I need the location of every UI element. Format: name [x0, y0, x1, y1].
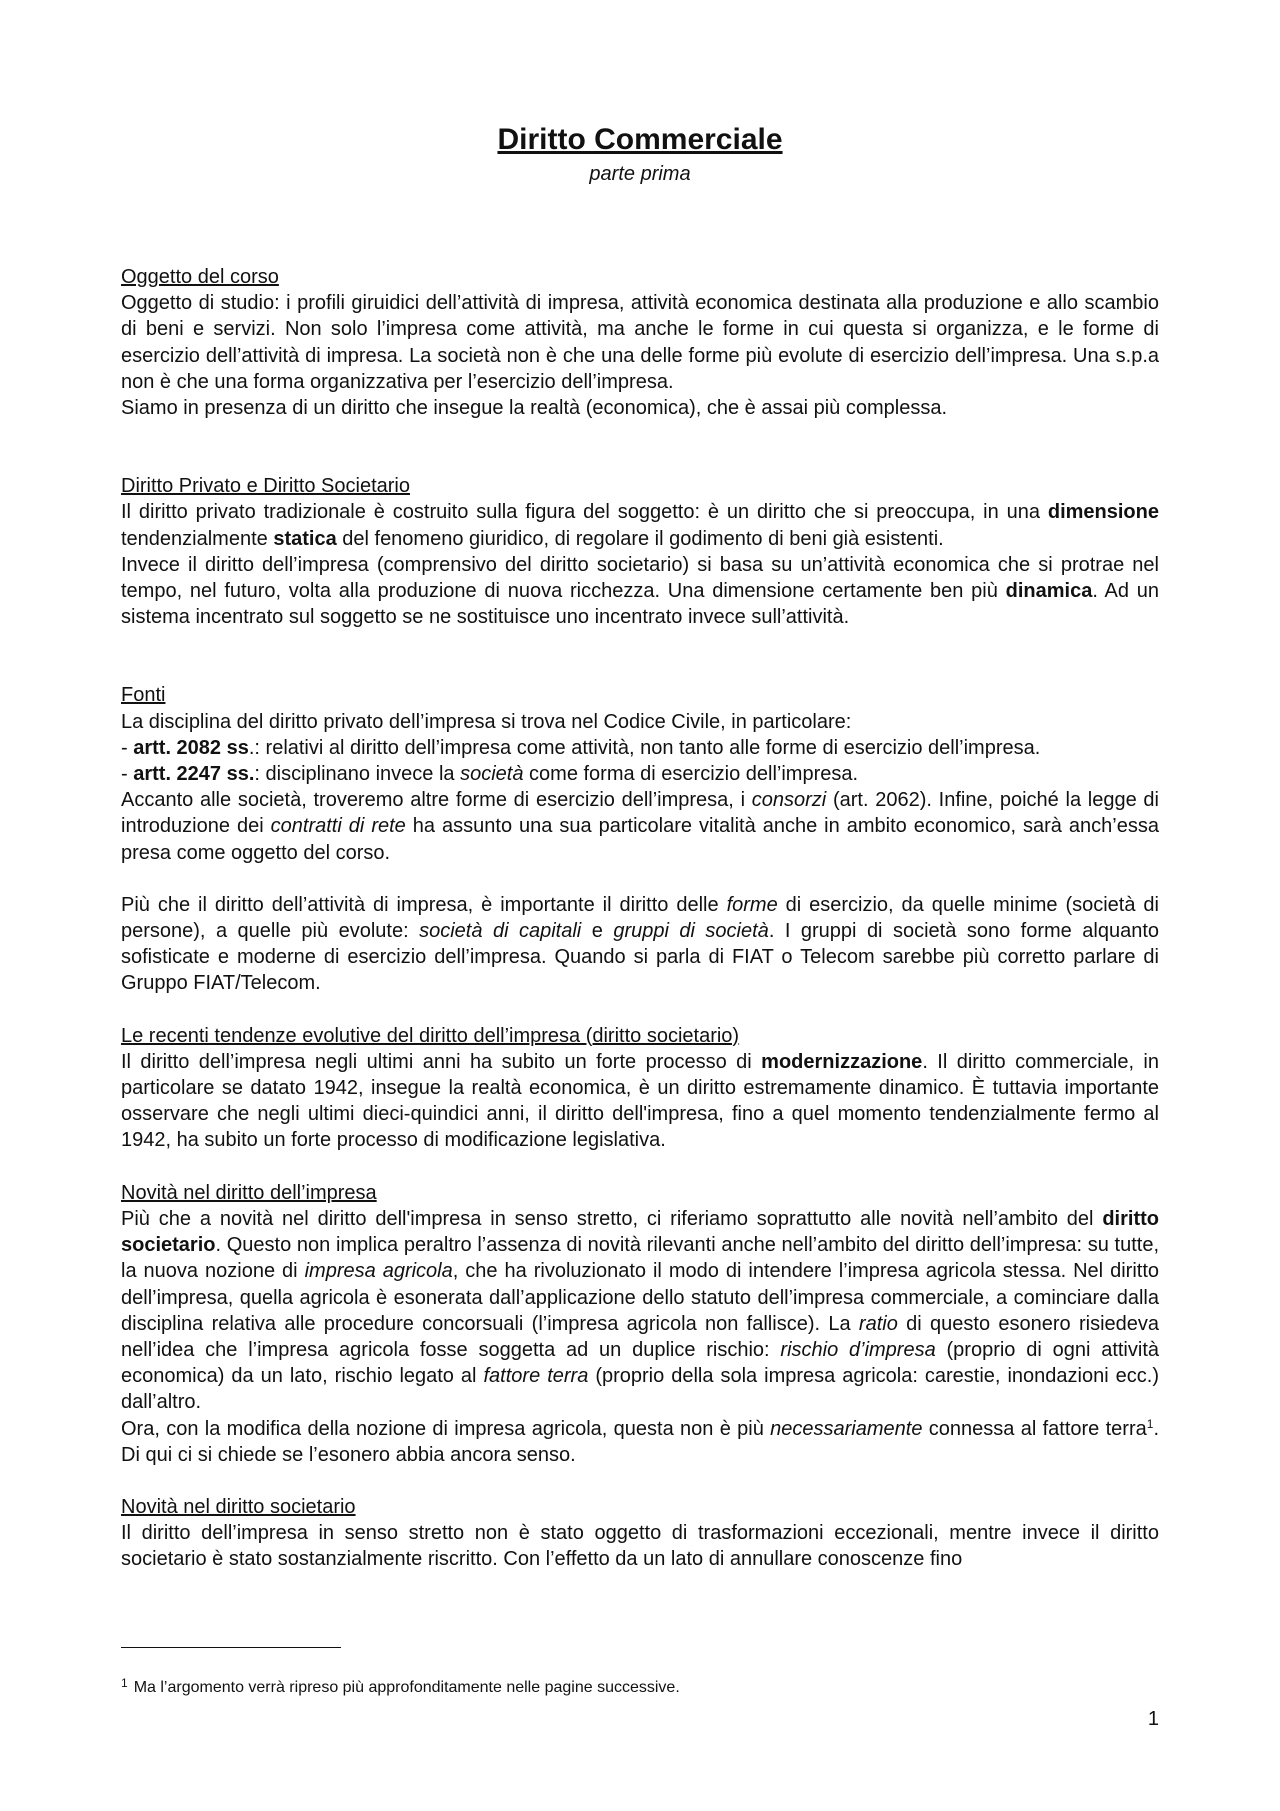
section-diritto-privato: [121, 473, 1159, 630]
section-tendenze-evolutive: [121, 1023, 1159, 1154]
bold-term: statica: [273, 527, 337, 550]
paragraph: Siamo in presenza di un diritto che insegue la realtà (economica), che è assai più complessa.: [121, 397, 947, 420]
paragraph: Più che il diritto dell’attività di impresa, è importante il diritto delle forme di esercizio, da quelle minime (società di persone), a quelle più evolute: società di capitali e gruppi di società. I gruppi di società sono forme alquanto sofisticate e moderne di esercizio dell’impresa. Quando si parla di FIAT o Telecom sarebbe più corretto parlare di Gruppo FIAT/Telecom.: [121, 893, 1159, 995]
paragraph: Invece il diritto dell’impresa (comprensivo del diritto societario) si basa su un’attività economica che si protrae nel tempo, nel futuro, volta alla produzione di nuova ricchezza. Una dimensione certamente ben più dinamica. Ad un sistema incentrato sul soggetto se ne sostituisce uno incentrato invece sull’attività.: [121, 553, 1159, 629]
section-novita-societario: [121, 1494, 1159, 1573]
section-heading: Novità nel diritto societario: [121, 1495, 356, 1518]
list-item: - artt. 2082 ss.: relativi al diritto dell’impresa come attività, non tanto alle forme di esercizio dell’impresa.: [121, 736, 1041, 759]
paragraph: Il diritto dell’impresa in senso stretto non è stato oggetto di trasformazioni eccezionali, mentre invece il diritto societario è stato sostanzialmente riscritto. Con l’effetto da un lato di annullare conoscenze fino: [121, 1522, 1159, 1571]
paragraph: Più che a novità nel diritto dell'impresa in senso stretto, ci riferiamo soprattutto alle novità nell’ambito del diritto societario. Questo non implica peraltro l’assenza di novità rilevanti anche nell’ambito del diritto dell’impresa: su tutte, la nuova nozione di impresa agricola, che ha rivoluzionato il modo di intendere l’impresa agricola stessa. Nel diritto dell’impresa, quella agricola è esonerata dall’applicazione dello statuto dell’impresa commerciale, a cominciare dalla disciplina relativa alle procedure concorsuali (l’impresa agricola non fallisce). La ratio di questo esonero risiedeva nell’idea che l’impresa agricola fosse soggetta ad un duplice rischio: rischio d’impresa (proprio di ogni attività economica) da un lato, rischio legato al fattore terra (proprio della sola impresa agricola: carestie, inondazioni ecc.) dall’altro.: [121, 1207, 1160, 1414]
section-heading: Diritto Privato e Diritto Societario: [121, 475, 410, 498]
footnote-separator: [121, 1647, 341, 1648]
page-number: 1: [1147, 1708, 1159, 1730]
list-item: - artt. 2247 ss.: disciplinano invece la società come forma di esercizio dell’impresa.: [121, 763, 859, 786]
document-title: Diritto Commerciale: [497, 123, 783, 156]
paragraph: Accanto alle società, troveremo altre forme di esercizio dell’impresa, i consorzi (art. 2062). Infine, poiché la legge di introduzione dei contratti di rete ha assunto una sua particolare vitalità anche in ambito economico, sarà anch’essa presa come oggetto del corso.: [121, 789, 1160, 864]
footnote-text: Ma l’argomento verrà ripreso più approfonditamente nelle pagine successive.: [133, 1679, 680, 1696]
section-novita-impresa: [121, 1180, 1159, 1468]
paragraph: Oggetto di studio: i profili giruidici dell’attività di impresa, attività economica destinata alla produzione e allo scambio di beni e servizi. Non solo l’impresa come attività, ma anche le forme in cui questa si organizza, e le forme di esercizio dell’attività di impresa. La società non è che una delle forme più evolute di esercizio dell’impresa. Una s.p.a non è che una forma organizzativa per l’esercizio dell’impresa.: [121, 292, 1159, 393]
footnote-number: 1: [121, 1676, 128, 1690]
footnote: [121, 1673, 680, 1698]
section-heading: Oggetto del corso: [121, 266, 279, 288]
footnote-reference[interactable]: 1: [1146, 1416, 1154, 1431]
document-subtitle: parte prima: [589, 163, 691, 185]
paragraph: La disciplina del diritto privato dell’impresa si trova nel Codice Civile, in particolare:: [121, 710, 852, 733]
paragraph: Il diritto dell’impresa negli ultimi anni ha subito un forte processo di modernizzazione. Il diritto commerciale, in particolare se datato 1942, insegue la realtà economica, è un diritto estremamente dinamico. È tuttavia importante osservare che negli ultimi dieci-quindici anni, il diritto dell'impresa, fino a quel momento tendenzialmente fermo al 1942, ha subito un forte processo di modificazione legislativa.: [121, 1050, 1159, 1152]
bold-term: diritto societario: [121, 1207, 1159, 1257]
section-fonti: [121, 682, 1159, 996]
section-heading: Novità nel diritto dell’impresa: [121, 1181, 377, 1204]
section-oggetto-del-corso: [121, 264, 1159, 421]
section-heading: Fonti: [121, 684, 166, 707]
paragraph: Ora, con la modifica della nozione di impresa agricola, questa non è più necessariamente connessa al fattore terra$^1$. Di qui ci si chiede se l’esonero abbia ancora senso.: [121, 1416, 1159, 1466]
section-heading: Le recenti tendenze evolutive del diritto dell’impresa (diritto societario): [121, 1024, 740, 1047]
bold-term: dimensione: [1047, 501, 1159, 524]
bold-term: modernizzazione: [761, 1050, 923, 1073]
document-body: [121, 264, 1159, 1573]
paragraph: Il diritto privato tradizionale è costruito sulla figura del soggetto: è un diritto che si preoccupa, in una dimensione tendenzialmente statica del fenomeno giuridico, di regolare il godimento di beni già esistenti.: [121, 501, 1159, 550]
bold-term: dinamica: [1005, 580, 1093, 603]
